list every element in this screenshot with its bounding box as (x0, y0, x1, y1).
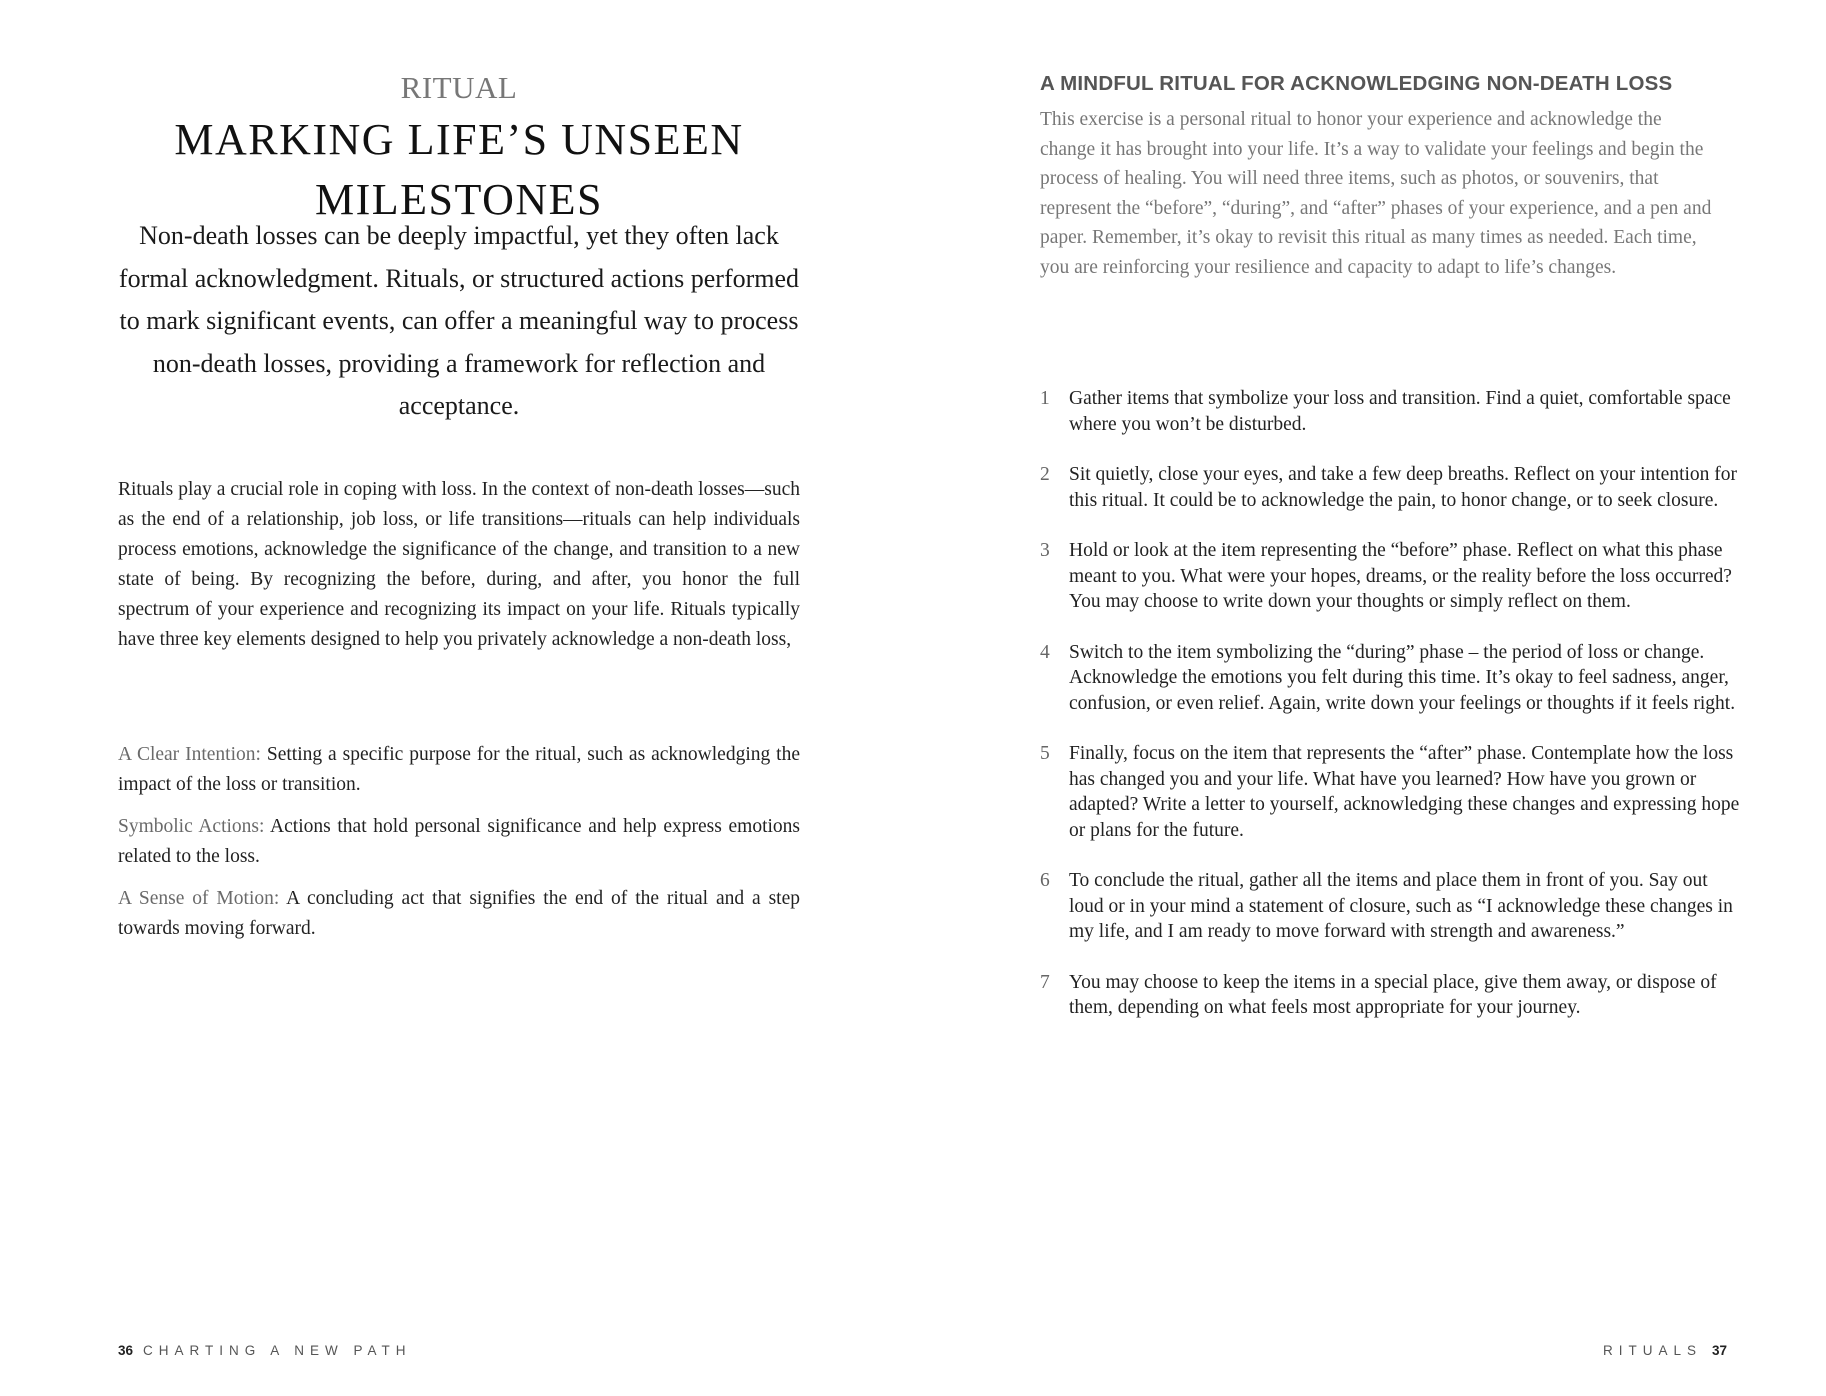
step-text: You may choose to keep the items in a special place, give them away, or dispose of them, depending on what feels most appropriate for your journey. (1069, 971, 1717, 1018)
step-item (1040, 868, 1745, 945)
page-number: 36 (118, 1343, 134, 1358)
element-term: Symbolic Actions: (118, 816, 265, 837)
step-text: Sit quietly, close your eyes, and take a few deep breaths. Reflect on your intention for this ritual. It could be to acknowledge the pain, to honor change, or to seek closure. (1069, 464, 1738, 511)
right-footer (1603, 1343, 1727, 1358)
element-term: A Clear Intention: (118, 744, 261, 765)
step-item (1040, 386, 1745, 437)
element-text: Setting a specific purpose for the ritual, such as acknowledging the impact of the loss or transition. (118, 744, 800, 795)
section-heading: A MINDFUL RITUAL FOR ACKNOWLEDGING NON-DEATH LOSS (1040, 72, 1673, 95)
page-number: 37 (1711, 1343, 1727, 1358)
key-element-clear-intention (118, 740, 800, 800)
body-paragraph: Rituals play a crucial role in coping with loss. In the context of non-death losses—such as the end of a relationship, job loss, or life transitions—rituals can help individuals process emotions, acknowledge the significance of the change, and transition to a new state of being. By recognizing the before, during, and after, you honor the full spectrum of your experience and recognizing its impact on your life. Rituals typically have three key elements designed to help you privately acknowledge a non-death loss, (118, 479, 800, 650)
step-text: Gather items that symbolize your loss and transition. Find a quiet, comfortable space where you won’t be disturbed. (1069, 388, 1731, 435)
element-term: A Sense of Motion: (118, 888, 280, 909)
right-page (913, 0, 1826, 1396)
step-number: 2 (1040, 464, 1050, 485)
step-number: 7 (1040, 971, 1050, 993)
element-text: A concluding act that signifies the end of the ritual and a step towards moving forward. (118, 888, 800, 939)
lede-paragraph: Non-death losses can be deeply impactful, yet they often lack formal acknowledgment. Rituals, or structured actions performed to mark significant events, can offer a meaningful way to process non-death losses, providing a framework for reflection and acceptance. (118, 221, 800, 420)
step-item (1040, 640, 1745, 717)
step-item (1040, 741, 1745, 843)
step-number: 6 (1040, 870, 1050, 891)
section-eyebrow: RITUAL (400, 70, 518, 105)
step-number: 5 (1040, 743, 1050, 764)
running-head: CHARTING A NEW PATH (143, 1343, 412, 1358)
element-text: Actions that hold personal significance and help express emotions related to the loss. (118, 816, 800, 867)
step-number: 3 (1040, 540, 1050, 561)
step-number: 1 (1040, 388, 1050, 409)
step-item (1040, 970, 1745, 1021)
step-text: Finally, focus on the item that represents the “after” phase. Contemplate how the loss has changed you and your life. What have you learned? How have you grown or adapted? Write a letter to yourself, acknowledging these changes and expressing hope or plans for the future. (1069, 743, 1740, 841)
running-head: RITUALS (1602, 1343, 1702, 1358)
left-footer (118, 1343, 412, 1358)
key-elements-list (118, 740, 800, 956)
step-item (1040, 462, 1745, 513)
step-text: Hold or look at the item representing the “before” phase. Reflect on what this phase meant to you. What were your hopes, dreams, or the reality before the loss occurred? You may choose to write down your thoughts or simply reflect on them. (1069, 540, 1732, 612)
intro-paragraph: This exercise is a personal ritual to honor your experience and acknowledge the change it has brought into your life. It’s a way to validate your feelings and begin the process of healing. You will need three items, such as photos, or souvenirs, that represent the “before”, “during”, and “after” phases of your experience, and a pen and paper. Remember, it’s okay to revisit this ritual as many times as needed. Each time, you are reinforcing your resilience and capacity to adapt to life’s changes. (1040, 109, 1712, 278)
page-title: MARKING LIFE’S UNSEEN MILESTONES (174, 115, 744, 224)
key-element-symbolic-actions (118, 812, 800, 872)
step-text: Switch to the item symbolizing the “during” phase – the period of loss or change. Acknowledge the emotions you felt during this time. It’s okay to feel sadness, anger, confusion, or even relief. Again, write down your feelings or thoughts if it feels right. (1069, 641, 1736, 714)
step-item (1040, 538, 1745, 615)
steps-list (1040, 386, 1745, 1046)
step-text: To conclude the ritual, gather all the items and place them in front of you. Say out loud or in your mind a statement of closure, such as “I acknowledge these changes in my life, and I am ready to move forward with strength and awareness.” (1069, 870, 1733, 942)
step-number: 4 (1040, 641, 1050, 663)
key-element-sense-of-motion (118, 884, 800, 944)
